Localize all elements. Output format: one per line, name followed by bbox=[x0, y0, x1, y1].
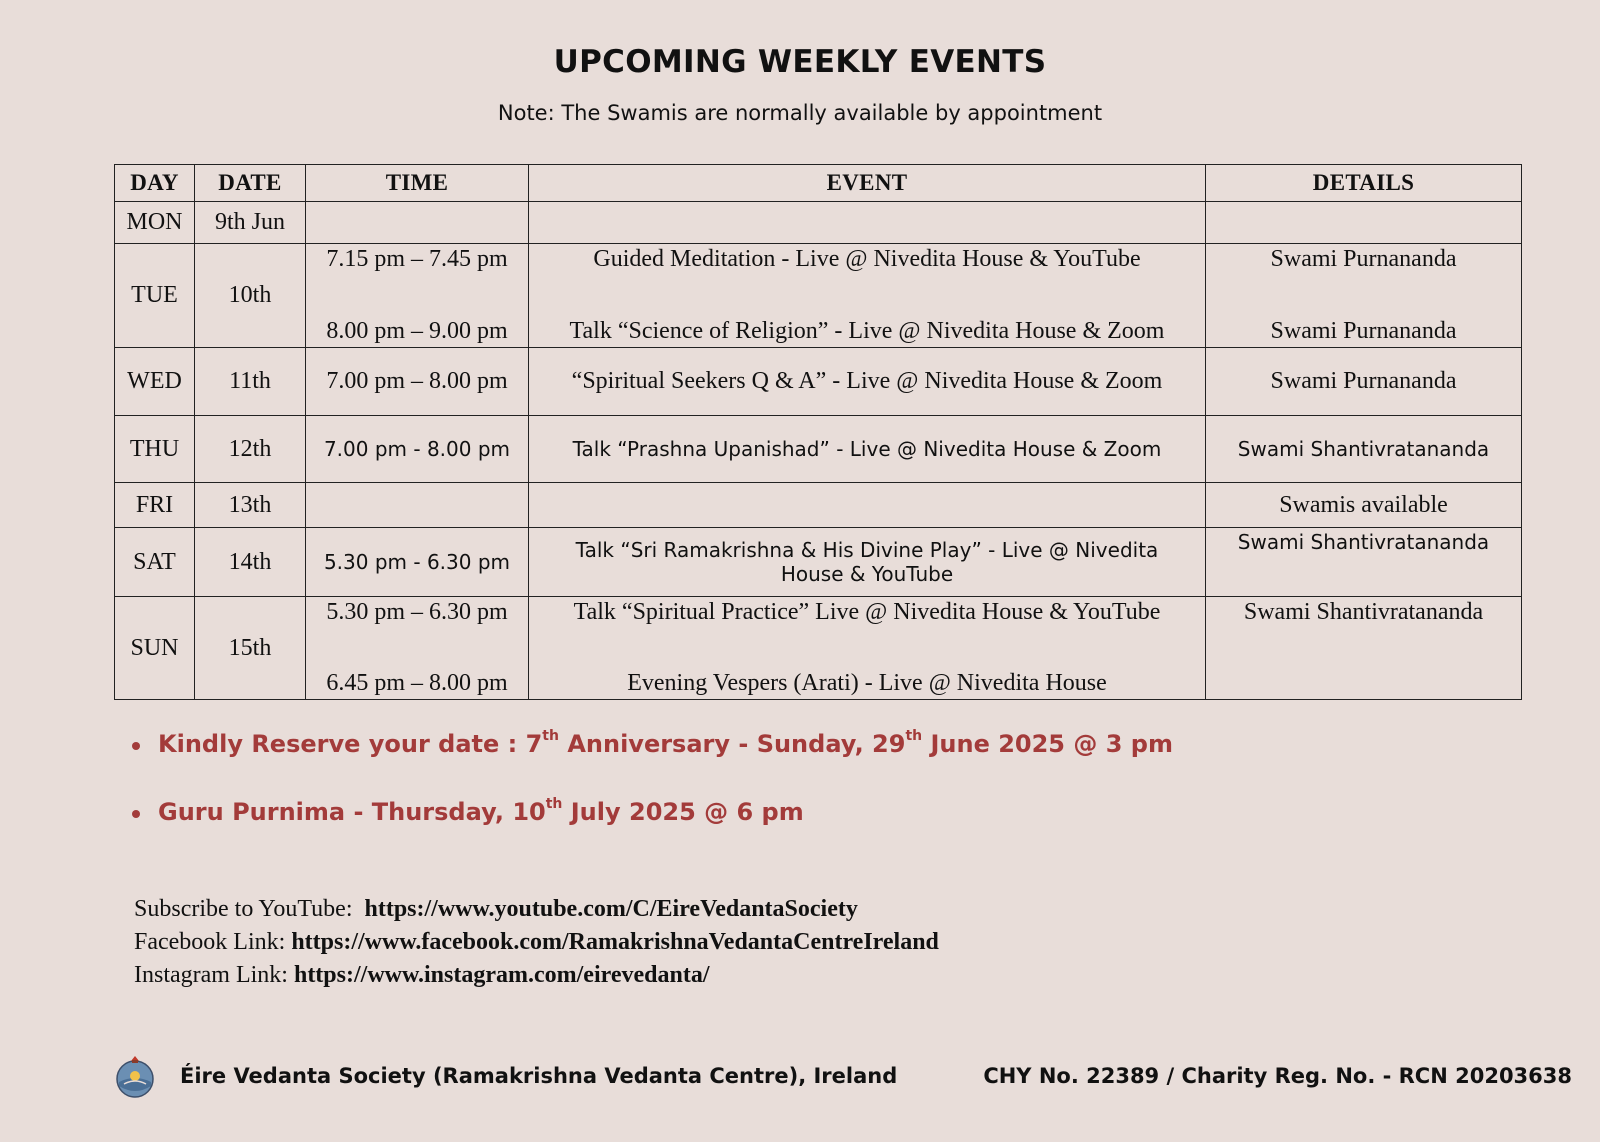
time-first: 7.15 pm – 7.45 pm bbox=[326, 246, 508, 272]
table-header-row bbox=[115, 165, 1522, 202]
table-row bbox=[115, 348, 1522, 416]
time-second: 6.45 pm – 8.00 pm bbox=[326, 670, 508, 696]
table-row bbox=[115, 202, 1522, 244]
time-cell: 7.00 pm – 8.00 pm bbox=[306, 348, 529, 416]
time-cell: 7.00 pm - 8.00 pm bbox=[306, 416, 529, 483]
time-cell bbox=[306, 483, 529, 528]
event-cell bbox=[529, 244, 1206, 348]
table-row bbox=[115, 597, 1522, 700]
day-cell: SUN bbox=[115, 597, 195, 700]
date-cell: 12th bbox=[195, 416, 306, 483]
day-cell: WED bbox=[115, 348, 195, 416]
time-cell: 5.30 pm - 6.30 pm bbox=[306, 528, 529, 597]
day-cell: SAT bbox=[115, 528, 195, 597]
details-cell: Swami Shantivratananda bbox=[1206, 416, 1522, 483]
details-second: Swami Purnananda bbox=[1270, 318, 1457, 344]
header-date: DATE bbox=[195, 165, 306, 202]
appointment-note: Note: The Swamis are normally available by appointment bbox=[497, 101, 1103, 125]
event-cell bbox=[529, 528, 1206, 597]
announcement-guru-purnima: Guru Purnima - Thursday, 10th July 2025 @ 6 pm bbox=[130, 798, 1173, 826]
instagram-label: Instagram Link: bbox=[134, 962, 294, 988]
day-cell: MON bbox=[115, 202, 195, 244]
page-title: UPCOMING WEEKLY EVENTS bbox=[553, 44, 1047, 80]
table-row bbox=[115, 483, 1522, 528]
event-cell bbox=[529, 202, 1206, 244]
table-row bbox=[115, 416, 1522, 483]
social-links bbox=[134, 893, 939, 992]
time-cell bbox=[306, 202, 529, 244]
details-cell bbox=[1206, 202, 1522, 244]
event-cell bbox=[529, 597, 1206, 700]
time-second: 8.00 pm – 9.00 pm bbox=[326, 318, 508, 344]
table-row bbox=[115, 244, 1522, 348]
date-cell: 11th bbox=[195, 348, 306, 416]
date-cell: 15th bbox=[195, 597, 306, 700]
table-row bbox=[115, 528, 1522, 597]
instagram-link[interactable]: https://www.instagram.com/eirevedanta/ bbox=[293, 962, 710, 988]
charity-number: CHY No. 22389 / Charity Reg. No. - RCN 20203638 bbox=[983, 1064, 1572, 1088]
facebook-link[interactable]: https://www.facebook.com/RamakrishnaVedantaCentreIreland bbox=[291, 929, 939, 955]
event-cell bbox=[529, 483, 1206, 528]
day-cell: TUE bbox=[115, 244, 195, 348]
date-cell: 9th Jun bbox=[195, 202, 306, 244]
details-cell bbox=[1206, 244, 1522, 348]
facebook-label: Facebook Link: bbox=[134, 929, 292, 955]
society-logo-icon bbox=[114, 1054, 156, 1100]
instagram-line bbox=[134, 959, 939, 992]
events-table bbox=[114, 164, 1522, 700]
bullet-icon bbox=[132, 810, 140, 818]
details-first: Swami Purnananda bbox=[1270, 246, 1457, 272]
announcement-anniversary: Kindly Reserve your date : 7th Anniversary - Sunday, 29th June 2025 @ 3 pm bbox=[130, 730, 1173, 758]
header-event: EVENT bbox=[529, 165, 1206, 202]
youtube-link[interactable]: https://www.youtube.com/C/EireVedantaSociety bbox=[364, 896, 858, 922]
time-cell bbox=[306, 597, 529, 700]
day-cell: THU bbox=[115, 416, 195, 483]
facebook-line bbox=[134, 926, 939, 959]
event-line-2: House & YouTube bbox=[780, 562, 954, 586]
day-cell: FRI bbox=[115, 483, 195, 528]
details-cell: Swami Shantivratananda bbox=[1206, 528, 1522, 597]
header-time: TIME bbox=[306, 165, 529, 202]
youtube-label: Subscribe to YouTube: bbox=[134, 896, 365, 922]
time-cell bbox=[306, 244, 529, 348]
time-first: 5.30 pm – 6.30 pm bbox=[326, 599, 508, 625]
details-first: Swami Shantivratananda bbox=[1243, 599, 1484, 625]
header-details: DETAILS bbox=[1206, 165, 1522, 202]
details-cell: Swamis available bbox=[1206, 483, 1522, 528]
bullet-icon bbox=[132, 742, 140, 750]
details-cell bbox=[1206, 597, 1522, 700]
event-second: Talk “Science of Religion” - Live @ Nivedita House & Zoom bbox=[569, 318, 1165, 344]
youtube-line bbox=[134, 893, 939, 926]
event-second: Evening Vespers (Arati) - Live @ Nivedita House bbox=[627, 670, 1107, 696]
announcements-list bbox=[130, 730, 1173, 826]
event-first: Guided Meditation - Live @ Nivedita House & YouTube bbox=[593, 246, 1141, 272]
date-cell: 13th bbox=[195, 483, 306, 528]
date-cell: 14th bbox=[195, 528, 306, 597]
event-cell: “Spiritual Seekers Q & A” - Live @ Nivedita House & Zoom bbox=[529, 348, 1206, 416]
event-line-1: Talk “Sri Ramakrishna & His Divine Play” - Live @ Nivedita bbox=[575, 538, 1159, 562]
event-first: Talk “Spiritual Practice” Live @ Nivedita House & YouTube bbox=[573, 599, 1161, 625]
event-cell: Talk “Prashna Upanishad” - Live @ Nivedita House & Zoom bbox=[529, 416, 1206, 483]
organization-name: Éire Vedanta Society (Ramakrishna Vedanta Centre), Ireland bbox=[180, 1064, 898, 1088]
details-cell: Swami Purnananda bbox=[1206, 348, 1522, 416]
header-day: DAY bbox=[115, 165, 195, 202]
date-cell: 10th bbox=[195, 244, 306, 348]
